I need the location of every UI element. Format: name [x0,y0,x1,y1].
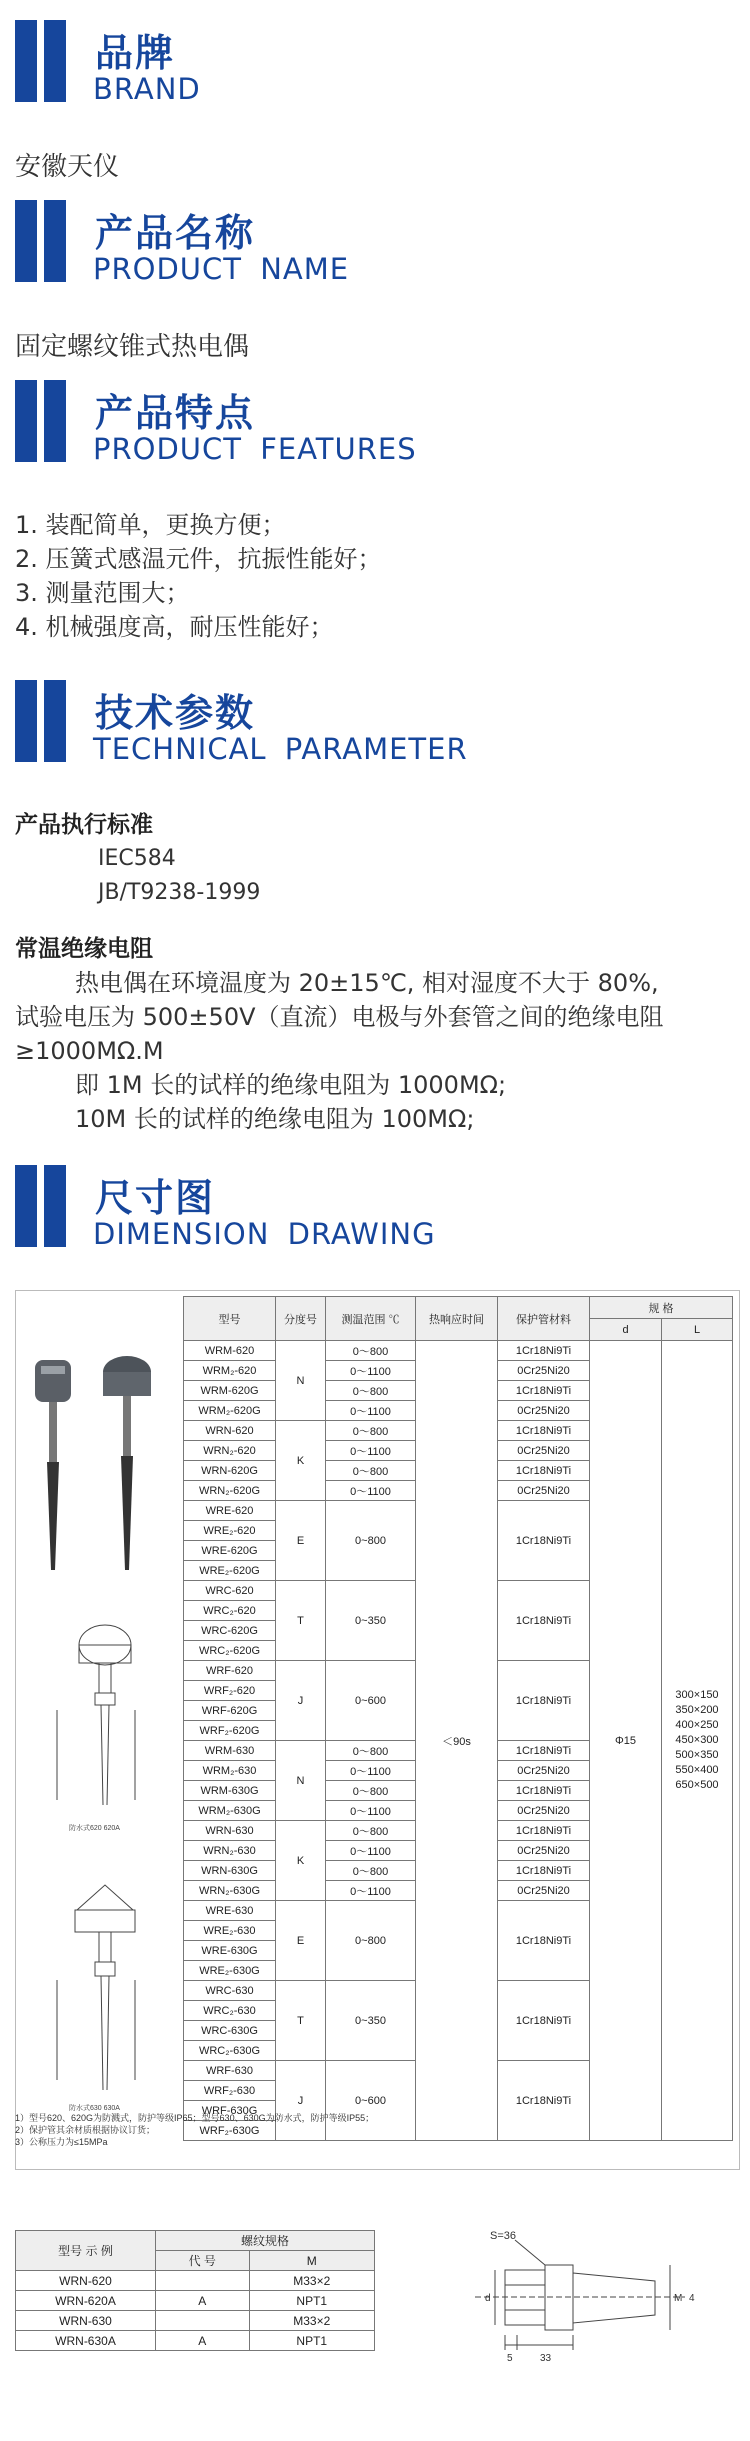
dimension-section [0,1165,750,1295]
cell: J [276,2061,326,2141]
feature-item: 3. 测量范围大； [15,579,190,607]
cell: E [276,1501,326,1581]
cell: WRF₂-630G [184,2121,276,2141]
note: 1）型号620、620G为防溅式，防护等级IP65；型号630、630G为防水式，防护等级IP55； [15,2113,375,2123]
drawing-label: M [674,2293,683,2304]
l-value: 400×250 [675,1719,719,1731]
cell: N [276,1341,326,1421]
cell: WRF-620G [184,1701,276,1721]
cell: 0~350 [326,1981,416,2061]
dimension-drawing-620 [57,1625,135,1805]
cell: 0Cr25Ni20 [498,1801,590,1821]
cell: 1Cr18Ni9Ti [498,1501,590,1581]
cell: WRC-620 [184,1581,276,1601]
cell: T [276,1981,326,2061]
heading-bar [15,680,37,762]
cell: 1Cr18Ni9Ti [498,1341,590,1361]
product-drawings [17,1330,182,2170]
l-value: 450×300 [675,1734,719,1746]
params-section [0,680,750,810]
standards-block [15,808,260,910]
cell: 1Cr18Ni9Ti [498,2061,590,2141]
feature-item: 1. 装配简单，更换方便； [15,511,286,539]
cell: WRN₂-630G [184,1881,276,1901]
cell: WRN-620 [184,1421,276,1441]
standard-item: JB/T9238-1999 [98,880,261,905]
cell: 0~800 [326,1901,416,1981]
cell: 1Cr18Ni9Ti [498,1581,590,1661]
cell: 0～1100 [326,1761,416,1781]
cell: 0～800 [326,1341,416,1361]
table-row [16,2291,375,2311]
cell: A [156,2291,250,2311]
drawing-label: d [485,2293,491,2304]
section-title-en: BRAND [93,72,201,106]
col-header: 型号 [184,1297,276,1341]
cell: WRN-620G [184,1461,276,1481]
cell: WRF-630 [184,2061,276,2081]
cell: 0～800 [326,1821,416,1841]
cell: WRE₂-620 [184,1521,276,1541]
thermocouple-photo-1 [35,1360,71,1570]
cell: 1Cr18Ni9Ti [498,1861,590,1881]
cell: WRE₂-630G [184,1961,276,1981]
cell: ＜90s [416,1341,498,2141]
cell: M33×2 [249,2311,374,2331]
section-title-cn: 技术参数 [95,691,256,735]
cell: 0~800 [326,1501,416,1581]
heading-bar [44,1165,66,1247]
cell: 0～800 [326,1861,416,1881]
dimension-drawing-630 [57,1885,135,2090]
col-header: L [662,1319,733,1341]
cell: WRF-620 [184,1661,276,1681]
table-row [184,1341,733,1361]
insulation-line: 试验电压为 500±50V（直流）电极与外套管之间的绝缘电阻 [15,1003,664,1031]
cell: E [276,1901,326,1981]
drawing-caption: 防水式630 630A [69,2105,120,2112]
cell: 0～1100 [326,1881,416,1901]
cell: 1Cr18Ni9Ti [498,1421,590,1441]
insulation-line: 10M 长的试样的绝缘电阻为 100MΩ; [75,1105,475,1133]
cell: 0Cr25Ni20 [498,1401,590,1421]
product-name-value: 固定螺纹锥式热电偶 [15,332,250,362]
cell: 0~600 [326,2061,416,2141]
cell: WRC-630G [184,2021,276,2041]
cell: 1Cr18Ni9Ti [498,1741,590,1761]
heading-bar [15,1165,37,1247]
section-title-en: TECHNICAL PARAMETER [93,732,468,766]
cell: 0Cr25Ni20 [498,1841,590,1861]
heading-bar [44,20,66,102]
drawing-label: 5 [507,2353,513,2364]
cell: 0Cr25Ni20 [498,1441,590,1461]
standard-label: 产品执行标准 [15,812,153,838]
heading-bar [44,680,66,762]
insulation-line: 热电偶在环境温度为 20±15℃, 相对湿度不大于 80%, [75,969,659,997]
l-value: 300×150 [675,1689,719,1701]
heading-bar [44,380,66,462]
cell: WRM-630G [184,1781,276,1801]
section-title-cn: 尺寸图 [95,1176,216,1220]
cell: 1Cr18Ni9Ti [498,1661,590,1741]
heading-bar [44,200,66,282]
cell: 0～1100 [326,1801,416,1821]
cell: WRC-620G [184,1621,276,1641]
cell: WRE-630G [184,1941,276,1961]
cell: WRF₂-630 [184,2081,276,2101]
cell: M33×2 [249,2271,374,2291]
cell [156,2271,250,2291]
cell: WRN-620 [16,2271,156,2291]
cell: WRM₂-630 [184,1761,276,1781]
feature-item: 2. 压簧式感温元件，抗振性能好； [15,545,382,573]
cell: 0～800 [326,1381,416,1401]
cell: WRN-630G [184,1861,276,1881]
brand-section [0,20,750,150]
brand-value: 安徽天仪 [15,152,120,182]
section-title-en: PRODUCT NAME [93,252,350,286]
col-header: 分度号 [276,1297,326,1341]
heading-bar [15,380,37,462]
cell: WRN₂-630 [184,1841,276,1861]
insulation-line: ≥1000MΩ.M [15,1037,164,1065]
l-value: 500×350 [675,1749,719,1761]
spec-notes [15,2112,374,2148]
spec-table [183,1296,733,2141]
cell: 0～1100 [326,1481,416,1501]
cell: 0～800 [326,1781,416,1801]
cell: WRN-620A [16,2291,156,2311]
l-value: 650×500 [675,1779,719,1791]
cell: WRE-620 [184,1501,276,1521]
table-row [16,2311,375,2331]
cell: WRC₂-620G [184,1641,276,1661]
cell: 0Cr25Ni20 [498,1361,590,1381]
feature-item: 4. 机械强度高，耐压性能好； [15,613,334,641]
col-header: 规 格 [590,1297,733,1319]
cell: 1Cr18Ni9Ti [498,1981,590,2061]
cell: 0～1100 [326,1441,416,1461]
cell: WRC₂-620 [184,1601,276,1621]
cell: WRN-630 [184,1821,276,1841]
cell: WRN-630A [16,2331,156,2351]
cell: WRM₂-630G [184,1801,276,1821]
drawing-label: S=36 [490,2230,516,2242]
cell: K [276,1821,326,1901]
features-section [0,380,750,510]
cell: 0Cr25Ni20 [498,1481,590,1501]
note: 2）保护管其余材质根据协议订货； [15,2125,156,2135]
spec-area [15,1290,740,2170]
col-header: d [590,1319,662,1341]
col-header: 型号 示 例 [16,2231,156,2271]
cell: 0～1100 [326,1361,416,1381]
cell: 0Cr25Ni20 [498,1761,590,1781]
cell: WRM-620G [184,1381,276,1401]
cell [156,2311,250,2331]
section-title-cn: 产品名称 [95,211,256,255]
thread-table [15,2230,375,2351]
insulation-block [15,932,750,1136]
cell: NPT1 [249,2331,374,2351]
cell: 0~350 [326,1581,416,1661]
cell: 1Cr18Ni9Ti [498,1901,590,1981]
cell: A [156,2331,250,2351]
cell: 1Cr18Ni9Ti [498,1381,590,1401]
cell: WRN-630 [16,2311,156,2331]
drawing-label: 33 [540,2353,552,2364]
standard-item: IEC584 [98,846,176,871]
cell: WRM-630 [184,1741,276,1761]
thermocouple-photo-2 [103,1356,151,1570]
l-value: 350×200 [675,1704,719,1716]
col-header: 螺纹规格 [156,2231,375,2251]
cell: 0～1100 [326,1401,416,1421]
l-value: 550×400 [675,1764,719,1776]
cell: 0～800 [326,1421,416,1441]
l-values-cell [662,1341,733,2141]
cell: Φ15 [590,1341,662,2141]
col-header: 测温范围 ℃ [326,1297,416,1341]
cell: NPT1 [249,2291,374,2311]
cell: WRN₂-620 [184,1441,276,1461]
heading-bar [15,200,37,282]
section-title-en: DIMENSION DRAWING [93,1217,436,1251]
heading-bar [15,20,37,102]
product-name-section [0,200,750,330]
cell: WRM₂-620G [184,1401,276,1421]
drawing-caption: 防水式620 620A [69,1825,120,1832]
cell: 0Cr25Ni20 [498,1881,590,1901]
features-list [15,508,382,644]
cell: WRF₂-620 [184,1681,276,1701]
cell: WRE₂-620G [184,1561,276,1581]
cell: 0~600 [326,1661,416,1741]
col-header: 代 号 [156,2251,250,2271]
cell: T [276,1581,326,1661]
cell: WRE₂-630 [184,1921,276,1941]
insulation-line: 即 1M 长的试样的绝缘电阻为 1000MΩ; [75,1071,507,1099]
cell: WRC-630 [184,1981,276,2001]
cell: WRE-630 [184,1901,276,1921]
table-row [16,2331,375,2351]
cell: WRM-620 [184,1341,276,1361]
drawing-label: 4 [689,2293,695,2304]
table-row [16,2271,375,2291]
cell: 1Cr18Ni9Ti [498,1781,590,1801]
section-title-en: PRODUCT FEATURES [93,432,417,466]
cell: WRF-630G [184,2101,276,2121]
col-header: 保护管材料 [498,1297,590,1341]
cell: 0～800 [326,1461,416,1481]
cell: WRF₂-620G [184,1721,276,1741]
cell: 1Cr18Ni9Ti [498,1461,590,1481]
insulation-label: 常温绝缘电阻 [15,936,153,962]
col-header: 热响应时间 [416,1297,498,1341]
thread-drawing [445,2225,735,2365]
cell: 1Cr18Ni9Ti [498,1821,590,1841]
cell: J [276,1661,326,1741]
cell: WRE-620G [184,1541,276,1561]
note: 3）公称压力为≤15MPa [15,2137,108,2147]
cell: K [276,1421,326,1501]
cell: WRM₂-620 [184,1361,276,1381]
section-title-cn: 产品特点 [95,391,256,435]
cell: 0～800 [326,1741,416,1761]
cell: WRN₂-620G [184,1481,276,1501]
cell: N [276,1741,326,1821]
cell: WRC₂-630 [184,2001,276,2021]
cell: 0～1100 [326,1841,416,1861]
col-header: M [249,2251,374,2271]
section-title-cn: 品牌 [95,31,176,75]
cell: WRC₂-630G [184,2041,276,2061]
